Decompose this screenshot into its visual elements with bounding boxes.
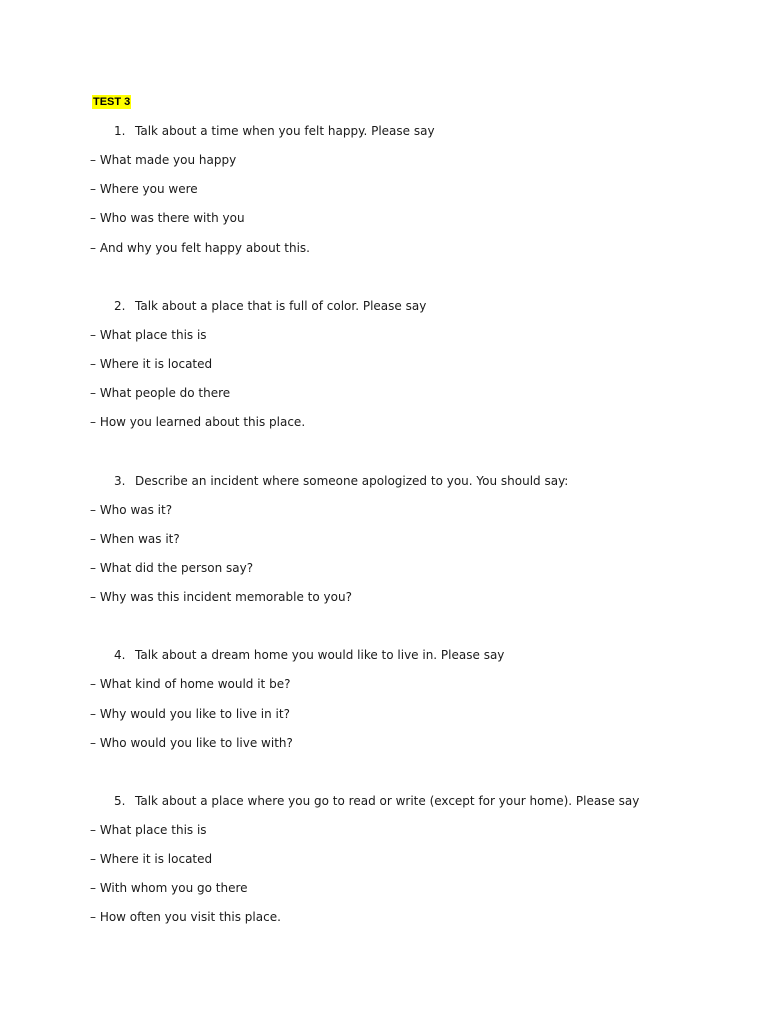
- question-prompt: Talk about a place where you go to read or write (except for your home). Please say: [135, 794, 640, 808]
- question-prompt: Describe an incident where someone apologized to you. You should say:: [135, 474, 569, 488]
- question-1-point-1: – What made you happy: [90, 153, 237, 167]
- question-prompt: Talk about a time when you felt happy. Please say: [135, 124, 435, 138]
- question-number: 3.: [114, 474, 126, 488]
- question-4-point-1: – What kind of home would it be?: [90, 677, 291, 691]
- question-2-point-3: – What people do there: [90, 386, 231, 400]
- question-number: 2.: [114, 299, 126, 313]
- question-1-point-3: – Who was there with you: [90, 211, 245, 225]
- question-number: 1.: [114, 124, 126, 138]
- question-1: [114, 123, 435, 139]
- question-3-point-1: – Who was it?: [90, 503, 173, 517]
- question-5-point-4: – How often you visit this place.: [90, 910, 281, 924]
- question-number: 5.: [114, 794, 126, 808]
- document-title: TEST 3: [93, 96, 131, 108]
- question-number: 4.: [114, 648, 126, 662]
- question-5-point-3: – With whom you go there: [90, 881, 248, 895]
- question-1-point-4: – And why you felt happy about this.: [90, 241, 310, 255]
- question-prompt: Talk about a place that is full of color. Please say: [135, 299, 427, 313]
- question-4: [114, 647, 504, 663]
- question-prompt: Talk about a dream home you would like to live in. Please say: [135, 648, 505, 662]
- question-5: [114, 793, 639, 809]
- question-4-point-3: – Who would you like to live with?: [90, 736, 293, 750]
- question-5-point-2: – Where it is located: [90, 852, 213, 866]
- question-3-point-4: – Why was this incident memorable to you?: [90, 590, 352, 604]
- question-1-point-2: – Where you were: [90, 182, 198, 196]
- question-2-point-2: – Where it is located: [90, 357, 213, 371]
- question-2-point-4: – How you learned about this place.: [90, 415, 306, 429]
- question-5-point-1: – What place this is: [90, 823, 207, 837]
- question-4-point-2: – Why would you like to live in it?: [90, 707, 290, 721]
- question-2-point-1: – What place this is: [90, 328, 207, 342]
- question-2: [114, 298, 426, 314]
- question-3-point-2: – When was it?: [90, 532, 180, 546]
- question-3-point-3: – What did the person say?: [90, 561, 254, 575]
- question-3: [114, 473, 568, 489]
